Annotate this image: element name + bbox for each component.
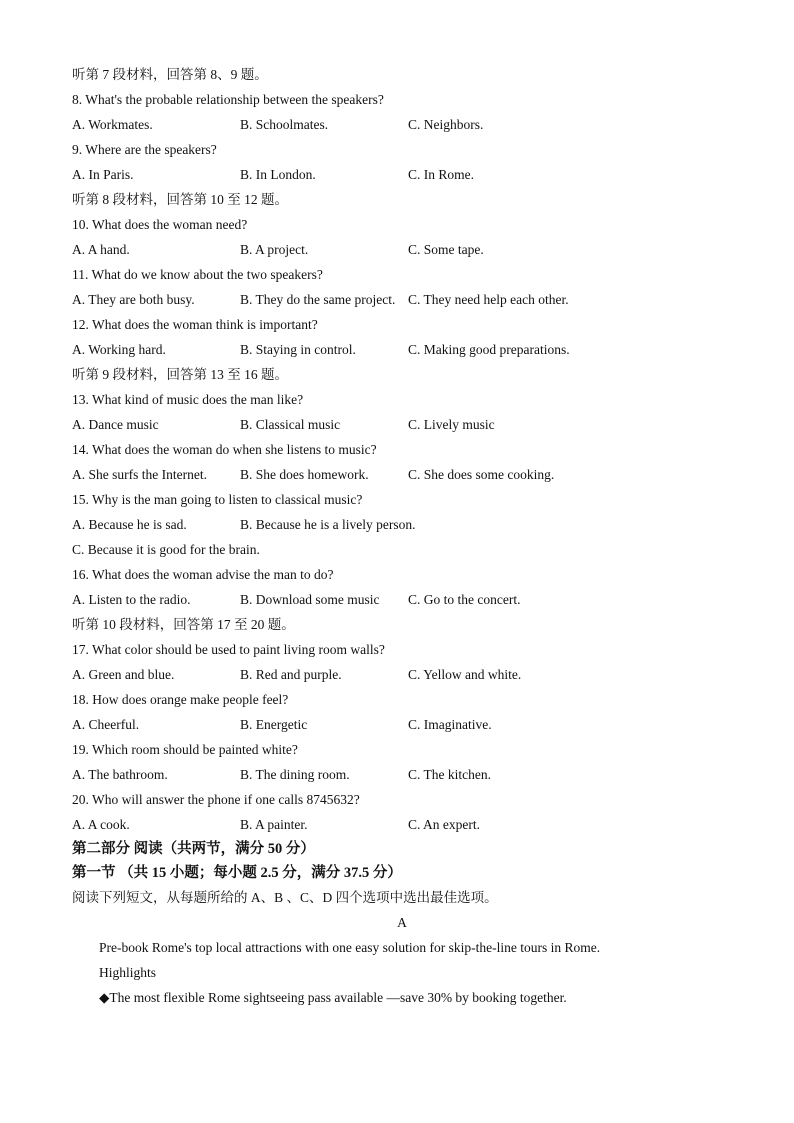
question-18: 18. How does orange make people feel? [72,692,289,707]
options-row [72,812,732,837]
section-heading: 听第 7 段材料，回答第 8、9 题。 [72,67,268,82]
option-c: C. Some tape. [408,242,484,257]
question-19: 19. Which room should be painted white? [72,742,298,757]
option-b: B. Download some music [240,592,380,607]
passage-intro: Pre-book Rome's top local attractions with one easy solution for skip-the-line tours in Rome. [99,940,601,955]
options-row [72,662,732,687]
section-heading: 听第 9 段材料，回答第 13 至 16 题。 [72,367,288,382]
option-a: A. She surfs the Internet. [72,467,207,482]
option-c: C. In Rome. [408,167,474,182]
exam-page [72,62,732,1010]
option-b: B. Classical music [240,417,341,432]
passage-label: A [397,915,407,930]
question-8: 8. What's the probable relationship between the speakers? [72,92,384,107]
option-a: A. Listen to the radio. [72,592,191,607]
option-a: A. The bathroom. [72,767,168,782]
option-b: B. A painter. [240,817,308,832]
option-a: A. A hand. [72,242,130,257]
instruction-text: 阅读下列短文，从每题所给的 A、B 、C、D 四个选项中选出最佳选项。 [72,890,498,905]
options-row [72,237,732,262]
question-20: 20. Who will answer the phone if one calls 8745632? [72,792,360,807]
section-heading: 听第 10 段材料，回答第 17 至 20 题。 [72,617,295,632]
question-15: 15. Why is the man going to listen to classical music? [72,492,363,507]
diamond-bullet-icon: ◆ [99,990,110,1005]
option-c: C. An expert. [408,817,480,832]
highlight-text: The most flexible Rome sightseeing pass available —save 30% by booking together. [109,990,567,1005]
option-c: C. Imaginative. [408,717,492,732]
option-c: C. They need help each other. [408,292,569,307]
option-a: A. Green and blue. [72,667,175,682]
question-14: 14. What does the woman do when she listens to music? [72,442,377,457]
option-b: B. Because he is a lively person. [240,517,416,532]
question-13: 13. What kind of music does the man like? [72,392,304,407]
option-b: B. The dining room. [240,767,350,782]
question-11: 11. What do we know about the two speakers? [72,267,323,282]
option-a: A. Cheerful. [72,717,140,732]
option-c: C. Lively music [408,417,495,432]
option-b: B. Energetic [240,717,308,732]
options-row [72,762,732,787]
option-a: A. Workmates. [72,117,153,132]
option-b: B. They do the same project. [240,292,396,307]
option-b: B. Staying in control. [240,342,356,357]
option-a: A. In Paris. [72,167,134,182]
options-row [72,112,732,137]
options-row [72,287,732,312]
option-c: C. Neighbors. [408,117,484,132]
options-row [72,162,732,187]
option-a: A. Because he is sad. [72,517,187,532]
option-c: C. She does some cooking. [408,467,555,482]
option-b: B. She does homework. [240,467,369,482]
option-b: B. Red and purple. [240,667,342,682]
option-a: A. A cook. [72,817,130,832]
option-a: A. Working hard. [72,342,166,357]
option-c: C. Yellow and white. [408,667,522,682]
highlight-item [72,985,732,1010]
section-title: 第一节 （共 15 小题；每小题 2.5 分，满分 37.5 分） [72,865,402,881]
options-row [72,337,732,362]
option-a: A. Dance music [72,417,159,432]
question-12: 12. What does the woman think is important? [72,317,318,332]
highlights-heading: Highlights [99,965,157,980]
options-row [72,462,732,487]
options-row [72,512,732,537]
option-b: B. Schoolmates. [240,117,329,132]
question-9: 9. Where are the speakers? [72,142,217,157]
option-a: A. They are both busy. [72,292,195,307]
options-row [72,412,732,437]
question-16: 16. What does the woman advise the man to do? [72,567,334,582]
section-heading: 听第 8 段材料，回答第 10 至 12 题。 [72,192,288,207]
option-c: C. Go to the concert. [408,592,521,607]
option-c: C. Making good preparations. [408,342,570,357]
option-b: B. In London. [240,167,316,182]
option-c: C. The kitchen. [408,767,491,782]
option-c: C. Because it is good for the brain. [72,542,260,557]
option-b: B. A project. [240,242,309,257]
part-title: 第二部分 阅读（共两节，满分 50 分） [72,841,315,857]
options-row [72,587,732,612]
options-row [72,712,732,737]
question-17: 17. What color should be used to paint living room walls? [72,642,385,657]
question-10: 10. What does the woman need? [72,217,248,232]
